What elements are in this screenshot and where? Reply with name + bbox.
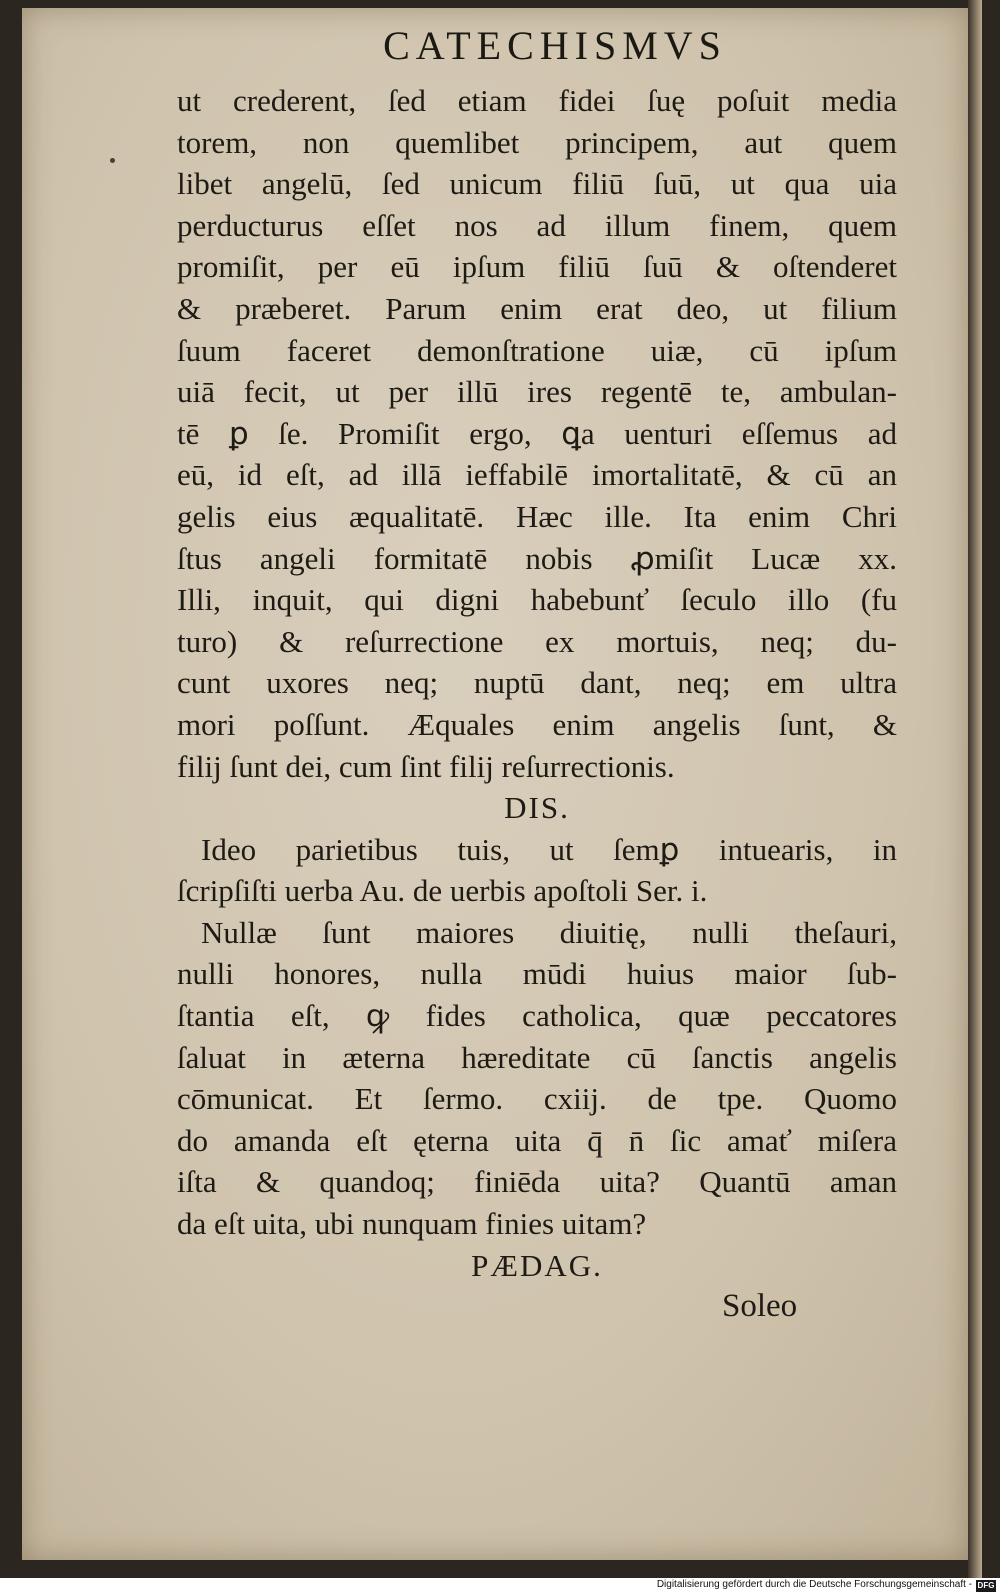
text-line: iſta & quandoq; finiēda uita? Quantū aman: [177, 1164, 897, 1200]
text-line: Ideo parietibus tuis, ut ſemꝑ intuearis, in: [201, 831, 897, 867]
text-line: & præberet. Parum enim erat deo, ut filium: [177, 290, 897, 326]
text-line: torem, non quemlibet principem, aut quem: [177, 124, 897, 160]
text-line: promiſit, per eū ipſum filiū ſuū & oſtenderet: [177, 249, 897, 285]
text-line: ſcripſiſti uerba Au. de uerbis apoſtoli Ser. i.: [177, 873, 708, 909]
text-line: ſtus angeli formitatē nobis ꝓmiſit Lucæ xx.: [177, 540, 897, 576]
text-line: mori poſſunt. Æquales enim angelis ſunt, &: [177, 706, 897, 742]
speaker-heading: DIS.: [504, 790, 570, 826]
text-line: tē ꝑ ſe. Promiſit ergo, ꝗa uenturi eſſemus ad: [177, 415, 897, 451]
text-line: uiā fecit, ut per illū ires regentē te, ambulan-: [177, 374, 897, 410]
text-line: da eſt uita, ubi nunquam finies uitam?: [177, 1206, 647, 1242]
text-line: gelis eius æqualitatē. Hæc ille. Ita enim Chri: [177, 498, 897, 534]
text-line: ſaluat in æterna hæreditate cū ſanctis angelis: [177, 1039, 897, 1075]
text-line: filij ſunt dei, cum ſint filij reſurrectionis.: [177, 748, 675, 784]
text-line: ut crederent, ſed etiam fidei ſuę poſuit media: [177, 83, 897, 118]
text-line: turo) & reſurrectione ex mortuis, neq; du-: [177, 623, 897, 659]
dfg-logo: DFG: [977, 1581, 995, 1590]
text-line: Nullæ ſunt maiores diuitię, nulli theſauri,: [201, 914, 897, 950]
catchword: Soleo: [722, 1288, 798, 1324]
book-page: [22, 8, 968, 1560]
text-line: nulli honores, nulla mūdi huius maior ſub-: [177, 956, 897, 992]
speaker-heading: PÆDAG.: [471, 1247, 603, 1283]
text-line: do amanda eſt ęterna uita q̄ n̄ ſic amať miſera: [177, 1122, 897, 1158]
text-line: ſtantia eſt, ꝙ fides catholica, quæ peccatores: [177, 998, 897, 1034]
text-line: cunt uxores neq; nuptū dant, neq; em ultra: [177, 665, 897, 701]
funding-credit: Digitalisierung gefördert durch die Deutsche Forschungsgemeinschaft -: [656, 1579, 972, 1590]
book-edge: [968, 0, 982, 1578]
text-line: cōmunicat. Et ſermo. cxiij. de tpe. Quomo: [177, 1081, 897, 1117]
text-line: eū, id eſt, ad illā ieffabilē imortalitatē, & cū an: [177, 457, 897, 493]
text-line: Illi, inquit, qui digni habebunť ſeculo illo (fu: [177, 582, 897, 618]
body-text: [177, 80, 897, 1286]
running-head: CATECHISMVS: [383, 23, 727, 68]
ink-mark: [110, 158, 115, 163]
text-line: ſuum faceret demonſtratione uiæ, cū ipſum: [177, 332, 897, 368]
text-line: libet angelū, ſed unicum filiū ſuū, ut qua uia: [177, 166, 897, 202]
text-line: perducturus eſſet nos ad illum finem, quem: [177, 207, 897, 243]
